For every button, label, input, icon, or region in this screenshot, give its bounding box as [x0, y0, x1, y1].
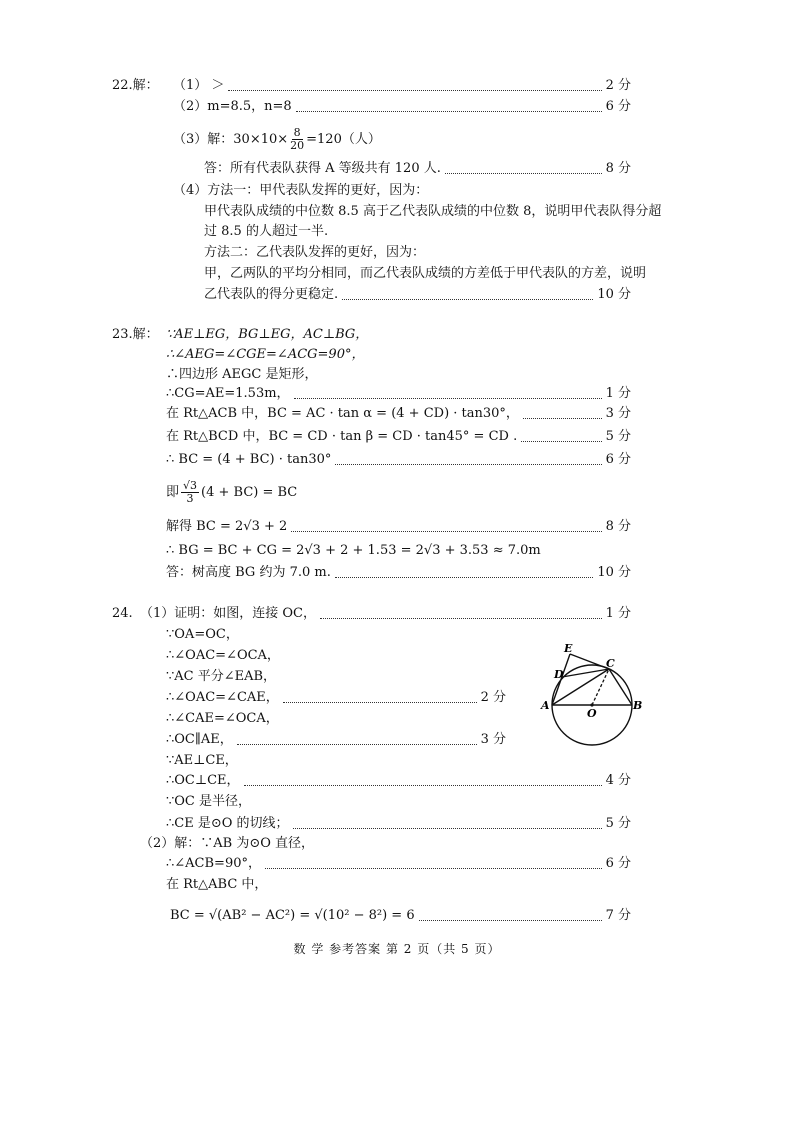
- q24-line-15: BC = √(AB² − AC²) = √(10² − 8²) = 6 7 分: [170, 908, 631, 923]
- q22-number: 22.解：: [112, 78, 159, 93]
- q22-line-6: 甲代表队成绩的中位数 8.5 高于乙代表队成绩的中位数 8，说明甲代表队得分超: [204, 204, 662, 219]
- segment-bc: [609, 669, 632, 705]
- q22-line-8: 方法二：乙代表队发挥的更好，因为：: [204, 245, 426, 260]
- q24-line-10: ∵OC 是半径，: [166, 794, 252, 809]
- q24-line-8: ∵AE⊥CE，: [166, 753, 238, 768]
- q24-line-1: （1）证明：如图，连接 OC， 1 分: [140, 606, 631, 621]
- q22-line-1: （1） ＞ 2 分: [173, 78, 631, 93]
- q23-line-4: ∴CG=AE=1.53m， 1 分: [166, 386, 631, 401]
- q23-line-2: ∴∠AEG=∠CGE=∠ACG=90°，: [166, 347, 365, 362]
- circle-figure: [535, 640, 645, 748]
- q24-line-13: ∴∠ACB=90°， 6 分: [166, 856, 631, 871]
- q23-line-9: 解得 BC = 2√3 + 2 8 分: [166, 519, 631, 534]
- q24-line-6: ∴∠CAE=∠OCA，: [166, 711, 279, 726]
- q22-line-10: 乙代表队的得分更稳定. 10 分: [204, 287, 631, 302]
- q24-line-12: （2）解：∵AB 为⊙O 直径，: [140, 836, 315, 851]
- q24-line-5: ∴∠OAC=∠CAE， 2 分: [166, 690, 506, 705]
- q22-line-5: （4）方法一：甲代表队发挥的更好，因为：: [173, 183, 429, 198]
- label-c: C: [606, 657, 615, 670]
- label-b: B: [633, 699, 643, 712]
- q24-line-2: ∵OA=OC，: [166, 627, 239, 642]
- q23-line-8: 即 $\frac{√3}{3}$ (4 + BC) = BC: [166, 479, 298, 505]
- q24-line-3: ∴∠OAC=∠OCA，: [166, 648, 280, 663]
- q24-line-11: ∴CE 是⊙O 的切线； 5 分: [166, 816, 631, 831]
- q22-line-2: （2）m=8.5，n=8 6 分: [173, 99, 631, 114]
- q23-line-5: 在 Rt△ACB 中，BC = AC · tan α = (4 + CD) · tan30°， 3 分: [166, 406, 631, 421]
- page-footer: 数 学 参考答案 第 2 页（共 5 页）: [293, 942, 501, 956]
- label-d: D: [554, 668, 564, 681]
- q23-line-1: ∵AE⊥EG，BG⊥EG，AC⊥BG，: [166, 327, 369, 342]
- q24-line-14: 在 Rt△ABC 中，: [166, 877, 268, 892]
- q23-line-10: ∴ BG = BC + CG = 2√3 + 2 + 1.53 = 2√3 + 3.53 ≈ 7.0m: [166, 543, 541, 558]
- q22-line-7: 过 8.5 的人超过一半.: [204, 224, 329, 239]
- q23-number: 23.解：: [112, 327, 159, 342]
- label-e: E: [564, 642, 573, 655]
- q22-line-9: 甲，乙两队的平均分相同，而乙代表队成绩的方差低于甲代表队的方差，说明: [204, 266, 647, 281]
- label-a: A: [541, 699, 550, 712]
- q22-line-4: 答：所有代表队获得 A 等级共有 120 人. 8 分: [204, 161, 631, 176]
- q24-number: 24.: [112, 606, 133, 621]
- segment-ec: [570, 654, 609, 669]
- q22-line-3: （3）解：30×10× $\frac{8}{20}$ =120（人）: [173, 126, 381, 152]
- q23-line-11: 答：树高度 BG 约为 7.0 m. 10 分: [166, 565, 631, 580]
- q24-line-4: ∵AC 平分∠EAB，: [166, 669, 277, 684]
- q24-line-9: ∴OC⊥CE， 4 分: [166, 773, 631, 788]
- q23-line-3: ∴四边形 AEGC 是矩形，: [166, 367, 318, 382]
- q24-line-7: ∴OC∥AE， 3 分: [166, 732, 506, 747]
- q23-line-6: 在 Rt△BCD 中，BC = CD · tan β = CD · tan45° = CD . 5 分: [166, 429, 631, 444]
- q23-line-7: ∴ BC = (4 + BC) · tan30° 6 分: [166, 452, 631, 467]
- label-o: O: [587, 707, 597, 720]
